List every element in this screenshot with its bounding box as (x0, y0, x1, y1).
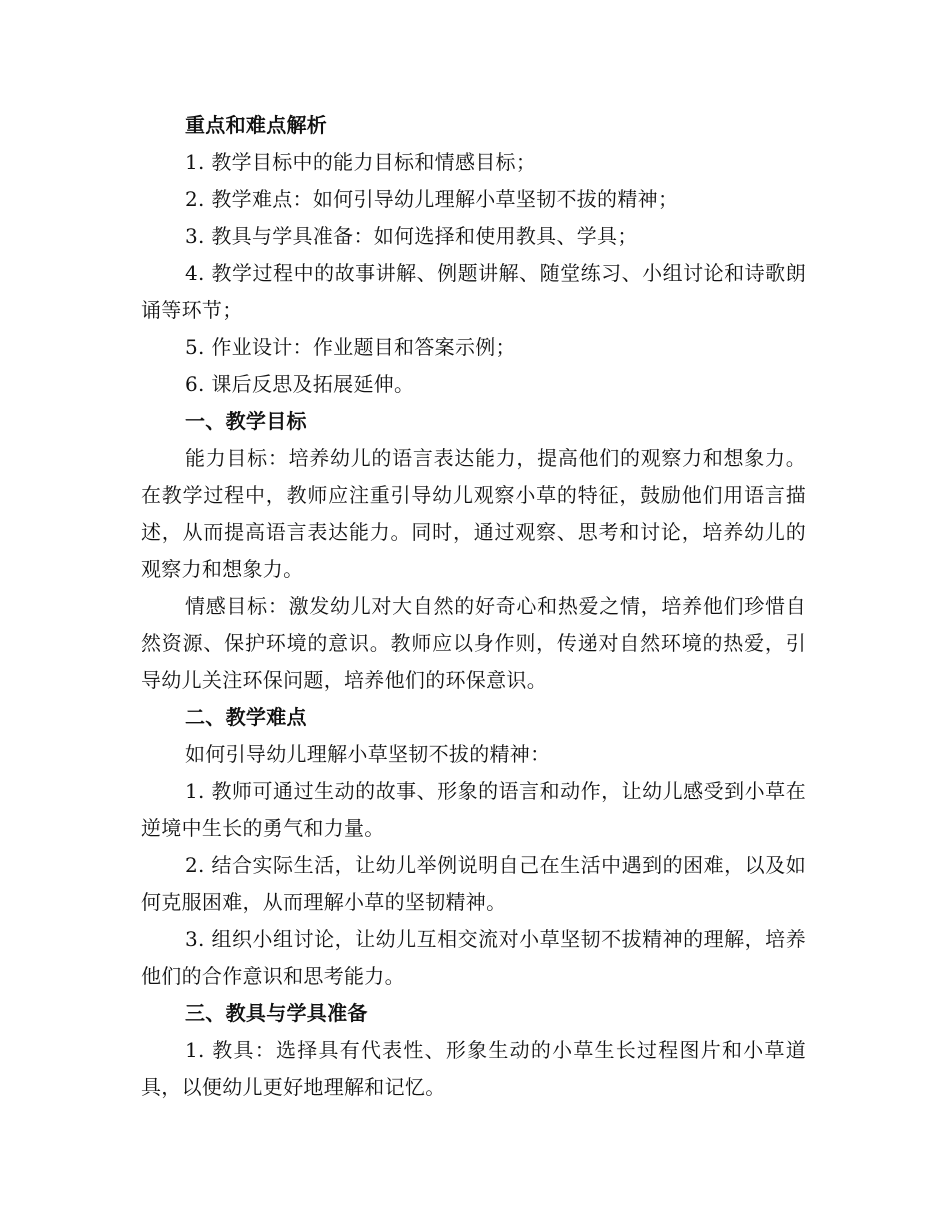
section-heading-difficulties: 二、教学难点 (185, 705, 307, 729)
paragraph-difficulty-intro: 如何引导幼儿理解小草坚韧不拔的精神： (185, 742, 551, 766)
list-item-5: 5. 作业设计：作业题目和答案示例； (185, 335, 516, 359)
section-heading-objectives: 一、教学目标 (185, 409, 307, 433)
paragraph-emotion-goal: 情感目标：激发幼儿对大自然的好奇心和热爱之情，培养他们珍惜自然资源、保护环境的意识。教师应以身作则，传递对自然环境的热爱，引导幼儿关注环保问题，培养他们的环保意识。 (141, 594, 806, 692)
section-heading-materials: 三、教具与学具准备 (185, 1001, 368, 1025)
document-page (141, 107, 806, 1106)
difficulty-item-3: 3. 组织小组讨论，让幼儿互相交流对小草坚韧不拔精神的理解，培养他们的合作意识和思考能力。 (141, 927, 806, 988)
list-item-1: 1. 教学目标中的能力目标和情感目标； (185, 150, 537, 174)
section-heading-key-points: 重点和难点解析 (185, 113, 328, 137)
list-item-2: 2. 教学难点：如何引导幼儿理解小草坚韧不拔的精神； (185, 187, 679, 211)
list-item-3: 3. 教具与学具准备：如何选择和使用教具、学具； (185, 224, 638, 248)
difficulty-item-1: 1. 教师可通过生动的故事、形象的语言和动作，让幼儿感受到小草在逆境中生长的勇气和力量。 (141, 779, 806, 840)
materials-item-1: 1. 教具：选择具有代表性、形象生动的小草生长过程图片和小草道具，以便幼儿更好地理解和记忆。 (141, 1038, 806, 1099)
paragraph-ability-goal: 能力目标：培养幼儿的语言表达能力，提高他们的观察力和想象力。在教学过程中，教师应注重引导幼儿观察小草的特征，鼓励他们用语言描述，从而提高语言表达能力。同时，通过观察、思考和讨论，培养幼儿的观察力和想象力。 (141, 446, 806, 581)
list-item-6: 6. 课后反思及拓展延伸。 (185, 372, 415, 396)
list-item-4: 4. 教学过程中的故事讲解、例题讲解、随堂练习、小组讨论和诗歌朗诵等环节； (141, 261, 806, 322)
difficulty-item-2: 2. 结合实际生活，让幼儿举例说明自己在生活中遇到的困难，以及如何克服困难，从而理解小草的坚韧精神。 (141, 853, 806, 914)
